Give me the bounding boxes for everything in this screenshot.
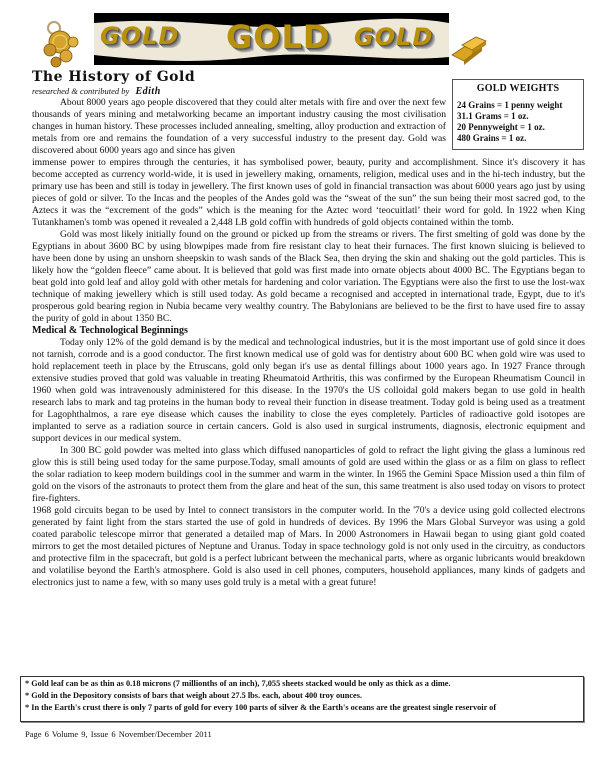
paragraph-glass: In 300 BC gold powder was melted into glass which diffused nanoparticles of gold to refract the light giving the glass a luminous red glow this is still being used today for the same purpose.Today, small amounts of gold are used within the glass or as a film on glass to reflect the solar radiation to keep modern buildings cool in the summer and warm in the winter. In 1965 the Gemini Space Mission used a thin film of gold on the visors of the astronauts to protect them from the glare and heat of the sun, this same treatment is also used today on visors to protect fire-fighters. bbox=[32, 445, 585, 504]
weight-line: 31.1 Grams = 1 oz. bbox=[457, 111, 529, 121]
page-footer: Page 6 Volume 9, Issue 6 November/December 2011 bbox=[25, 729, 212, 739]
gold-bars-icon bbox=[448, 33, 490, 65]
paragraph-medical: Today only 12% of the gold demand is by the medical and technological industries, but it is the most important use of gold since it does not tarnish, corrode and is a good conductor. The first known medical use of gold was for dentistry about 600 BC when gold wire was used to hold replacement teeth in place by the Etruscans, gold only began it's use as dental fillings about 1000 years ago. In 1927 France through extensive studies proved that gold was valuable in treating Rheumatoid Arthritis, this was confirmed by the European Rheumatism Council in 1960 when gold was intravenously administered for this disease. In the 1970's the US colloidal gold makers began to use gold in health research labs to mark and tag proteins in the human body to reveal their function in disease treatment. Today gold is being used as a treatment for Lagophthalmos, a rare eye disease which causes the inability to close the eyes completely. Particles of radioactive gold isotopes are implanted to serve as a radiation source in certain cancers. Gold is also used in surgical instruments, diagnosis, electronic equipment and support devices in our medical system. bbox=[32, 337, 585, 444]
byline-prefix: researched & contributed by bbox=[32, 86, 130, 96]
weight-line: 24 Grains = 1 penny weight bbox=[457, 100, 563, 110]
gold-coins-icon bbox=[40, 18, 80, 68]
gold-banner bbox=[94, 13, 449, 65]
author-name: Edith bbox=[135, 86, 161, 97]
fact-item: * Gold leaf can be as thin as 0.18 microns (7 millionths of an inch), 7,055 sheets stacked would be only as thick as a dime. bbox=[25, 679, 451, 688]
article-body bbox=[32, 97, 585, 589]
byline bbox=[32, 86, 161, 97]
article-title: The History of Gold bbox=[32, 69, 196, 85]
fact-item: * Gold in the Depository consists of bars that weigh about 27.5 lbs. each, about 400 troy ounces. bbox=[25, 691, 363, 700]
section-heading-medical: Medical & Technological Beginnings bbox=[32, 325, 188, 336]
weight-line: 480 Grains = 1 oz. bbox=[457, 133, 527, 143]
banner-word-1: GOLD bbox=[100, 22, 180, 50]
gold-facts-box bbox=[20, 676, 584, 722]
banner-word-3: GOLD bbox=[354, 23, 434, 51]
paragraph-intro-continued: immense power to empires through the centuries, it has symbolised power, beauty, purity and accomplishment. Since it's discovery it has become accepted as currency world-wide, it is used in jewellery making, ornaments, religion, medical uses and in the hi-tech industry, but the primary use has been and still is today in jewellery. The first known uses of gold in financial transaction was about 6000 years ago just by using pieces of gold or silver. To the Incas and the peoples of the Andes gold was the “sweat of the sun” the sun being their most sacred god, to the Aztecs it was the “excrement of the gods” which is the meaning for the Aztec word ‘teocuitlatl’ their word for gold. In 1922 when King Tutankhamen's tomb was opened it revealed a 2,448 LB gold coffin with hundreds of gold objects contained within the tomb. bbox=[32, 157, 585, 228]
fact-item: * In the Earth's crust there is only 7 parts of gold for every 100 parts of silver & the Earth's oceans are the greatest single reservoir of bbox=[25, 703, 497, 712]
paragraph-smelting: Gold was most likely initially found on the ground or picked up from the streams or rivers. The first smelting of gold was done by the Egyptians in about 3600 BC by using blowpipes made from fire resistant clay to heat their furnaces. The first known sluicing is believed to have been done by using an unshorn sheepskin to wash sands of the Black Sea, then drying the skin and shaking out the gold particles. This is likely how the “golden fleece” came about. It is believed that gold was first made into ornate objects about 4000 BC. The Egyptians began to beat gold into gold leaf and alloy gold with other metals for hardening and color variation. The Egyptians were also the first to use the lost-wax technique of making jewellery which is still used today. As gold became a recognised and accepted in international trade, Egypt, due to it's prosperous gold bearing region in Nubia became very wealthy country. The Babylonians are believed to be the first to have used fire to assay the purity of gold in about 1350 BC. bbox=[32, 229, 585, 324]
weight-line: 20 Pennyweight = 1 oz. bbox=[457, 122, 545, 132]
gold-weights-title: GOLD WEIGHTS bbox=[476, 83, 560, 94]
paragraph-intro: About 8000 years ago people discovered that they could alter metals with fire and over the next few thousands of years mining and metalworking became an important industry causing the most civilisation changes in human history. These processes included annealing, smelting, alloy production and extraction of metals from ore and remains the foundation of a very successful industry to the present day. Gold was discovered about 6000 years ago and since has given bbox=[32, 97, 446, 156]
paragraph-technology: 1968 gold circuits began to be used by Intel to connect transistors in the computer world. In the '70's a device using gold collected electrons generated by faint light from the stars started the use of gold in hundreds of devices. By 1996 the Mars Global Surveyor was using a gold coated parabolic telescope mirror that generated a detailed map of Mars. In 2000 Astronomers in Hawaii began to using giant gold coated mirrors to get the most detailed pictures of Neptune and Uranus. Today in space technology gold is not only used in the circuitry, as conductors and protective film in the spacecraft, but gold is a perfect lubricant between the mechanical parts, where as organic lubricants would breakdown and volatilise beyond the Earth's atmosphere. Gold is also used in cell phones, computers, household appliances, many kinds of gadgets and electronics just to name a few, with so many uses gold truly is a metal with a great future! bbox=[32, 505, 585, 588]
banner-word-2: GOLD bbox=[226, 18, 331, 56]
